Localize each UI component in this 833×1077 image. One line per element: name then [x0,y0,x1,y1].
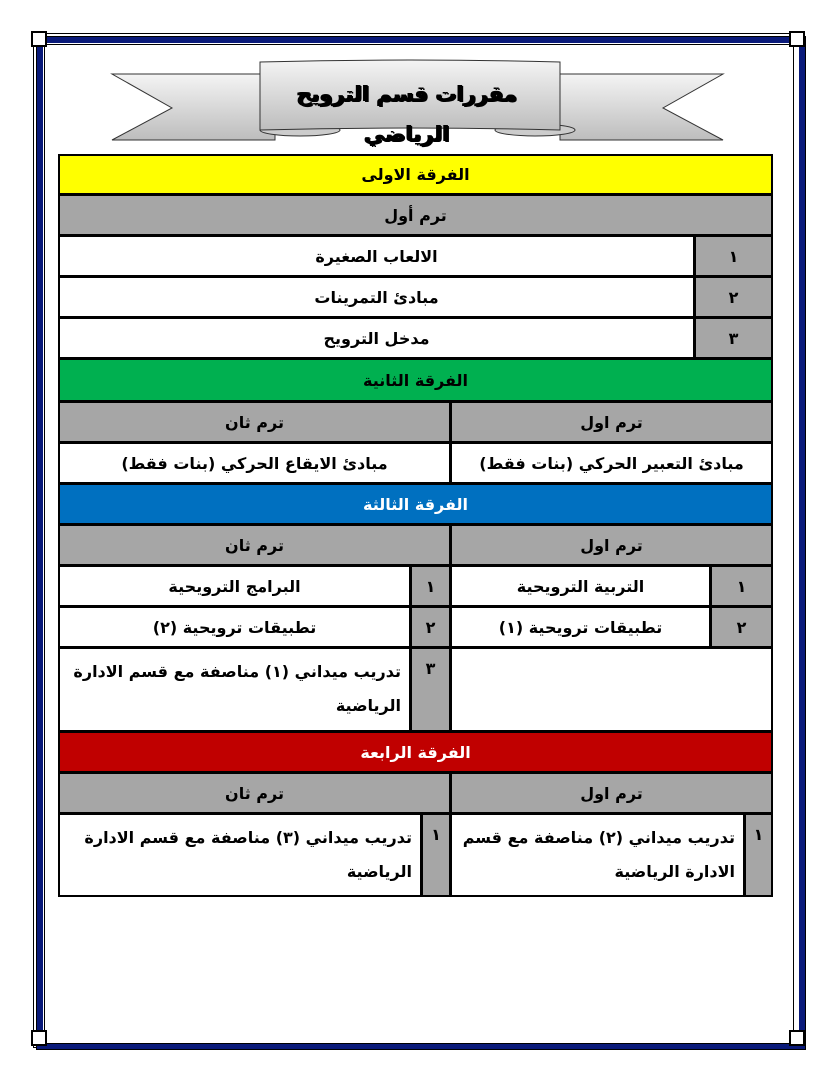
course-name: تدريب ميداني (٣) مناصفة مع قسم الادارة الرياضية [58,813,422,897]
course-number: ١ [694,235,773,277]
course-number: ١ [744,813,773,897]
course-number: ١ [410,565,451,607]
course-name: الالعاب الصغيرة [58,235,695,277]
course-name: التربية الترويحية [450,565,711,607]
corner-ornament [31,1030,47,1046]
course-name: تطبيقات ترويحية (٢) [58,606,411,648]
course-number: ٣ [694,317,773,359]
page-title: مقررات قسم الترويح الرياضي [296,82,518,146]
year2-term1: ترم اول [450,401,773,443]
course-number: ١ [421,813,451,897]
year1-header: الفرقة الاولى [58,154,773,195]
corner-ornament [789,31,805,47]
corner-ornament [31,31,47,47]
course-name: مبادئ الايقاع الحركي (بنات فقط) [58,442,451,484]
empty-cell [450,647,773,732]
course-name: تدريب ميداني (٢) مناصفة مع قسم الادارة الرياضية [450,813,745,897]
year2-header: الفرقة الثانية [58,358,773,402]
course-name: تطبيقات ترويحية (١) [450,606,711,648]
year3-header: الفرقة الثالثة [58,483,773,525]
course-number: ٢ [710,606,773,648]
course-number: ٣ [410,647,451,732]
year1-term: ترم أول [58,194,773,236]
course-name: تدريب ميداني (١) مناصفة مع قسم الادارة الرياضية [58,647,411,732]
course-name: مبادئ التمرينات [58,276,695,318]
course-number: ٢ [694,276,773,318]
year2-term2: ترم ثان [58,401,451,443]
year3-term2: ترم ثان [58,524,451,566]
year4-header: الفرقة الرابعة [58,731,773,773]
course-number: ٢ [410,606,451,648]
course-name: مدخل الترويح [58,317,695,359]
year3-term1: ترم اول [450,524,773,566]
course-name: البرامج الترويحية [58,565,411,607]
corner-ornament [789,1030,805,1046]
year4-term2: ترم ثان [58,772,451,814]
year4-term1: ترم اول [450,772,773,814]
course-name: مبادئ التعبير الحركي (بنات فقط) [450,442,773,484]
course-number: ١ [710,565,773,607]
